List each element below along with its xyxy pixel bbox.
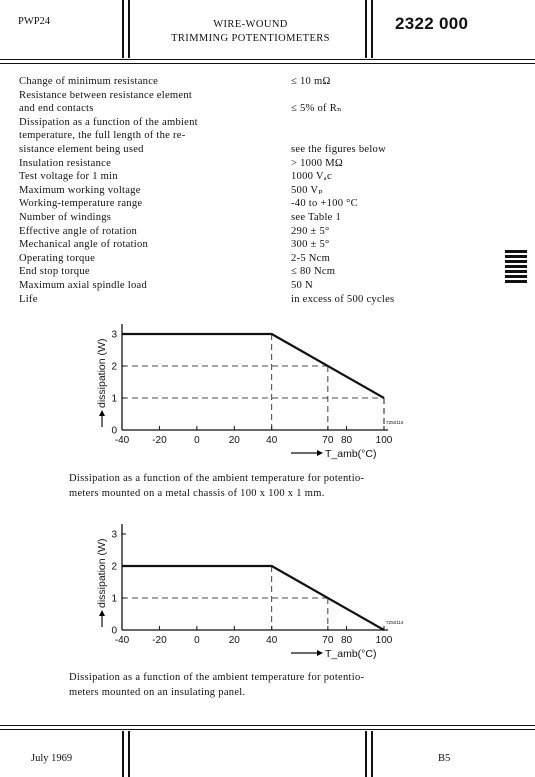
page-footer: [0, 725, 535, 777]
spec-label: Operating torque: [19, 252, 96, 264]
x-tick-label: 80: [341, 635, 353, 646]
spec-label: Resistance between resistance element: [19, 89, 193, 101]
spec-value: ≤ 80 Ncm: [291, 266, 336, 278]
spec-value: 290 ± 5°: [291, 225, 330, 237]
x-tick-label: 100: [375, 435, 393, 446]
spec-row: [19, 129, 489, 143]
spec-label: Mechanical angle of rotation: [19, 239, 149, 251]
header-divider: [365, 0, 367, 58]
spec-value: 1000 Vₐc: [291, 171, 332, 183]
spec-label: Dissipation as a function of the ambient: [19, 116, 198, 128]
spec-row: [19, 184, 489, 198]
footer-divider: [128, 731, 130, 777]
spec-row: [19, 279, 489, 293]
spec-label: temperature, the full length of the re-: [19, 130, 186, 142]
header-rule: [0, 63, 535, 64]
spec-value: > 1000 MΩ: [291, 157, 344, 169]
catalogue-number: 2322 000: [395, 14, 469, 33]
spec-value: 50 N: [291, 279, 313, 291]
spec-label: Insulation resistance: [19, 157, 112, 169]
spec-row: [19, 116, 489, 130]
y-axis-arrowhead: [99, 610, 105, 616]
spec-value: see the figures below: [291, 143, 386, 155]
y-tick-label: 0: [111, 425, 117, 437]
x-tick-label: 40: [266, 435, 278, 446]
document-code: PWP24: [18, 16, 51, 27]
spec-row: [19, 143, 489, 157]
chart-metal-chassis: [95, 322, 435, 472]
drawing-code: 7Z50114: [386, 620, 404, 625]
spec-row: [19, 157, 489, 171]
spec-label: Life: [19, 293, 38, 305]
footer-divider: [365, 731, 367, 777]
spec-value: ≤ 5% of Rₙ: [291, 103, 342, 115]
footer-rule: [0, 729, 535, 730]
document-title: [138, 18, 363, 46]
spec-row: [19, 211, 489, 225]
y-tick-label: 3: [111, 329, 117, 341]
header-divider: [371, 0, 373, 58]
x-tick-label: 0: [194, 435, 200, 446]
spec-value: 2-5 Ncm: [291, 252, 331, 264]
x-tick-label: 20: [228, 635, 240, 646]
spec-row: [19, 197, 489, 211]
spec-row: [19, 170, 489, 184]
x-tick-label: 40: [266, 635, 278, 646]
spec-label: Effective angle of rotation: [19, 225, 138, 237]
x-tick-label: -20: [152, 635, 167, 646]
spec-label: Change of minimum resistance: [19, 76, 159, 87]
dissipation-chart: [95, 322, 435, 472]
y-axis-label: dissipation (W): [96, 538, 108, 608]
dissipation-chart: [95, 522, 435, 672]
spec-label: and end contacts: [19, 103, 94, 115]
header-divider: [122, 0, 124, 58]
x-tick-label: 0: [194, 635, 200, 646]
spec-label: Test voltage for 1 min: [19, 171, 118, 183]
thumb-index-mark: [505, 250, 527, 285]
x-axis-arrowhead: [317, 650, 323, 656]
x-tick-label: -40: [114, 435, 130, 446]
spec-row: [19, 102, 489, 116]
x-tick-label: 100: [375, 635, 393, 646]
specification-table: [19, 75, 489, 306]
spec-value: see Table 1: [291, 211, 342, 223]
spec-label: End stop torque: [19, 266, 90, 278]
spec-value: in excess of 500 cycles: [291, 293, 395, 305]
chart-caption: [69, 671, 489, 700]
spec-label: Maximum working voltage: [19, 184, 141, 196]
title-line: WIRE-WOUND: [213, 19, 288, 30]
y-tick-label: 0: [111, 625, 117, 637]
x-tick-label: 80: [341, 435, 353, 446]
chart-caption: [69, 472, 489, 501]
x-tick-label: 70: [322, 435, 334, 446]
x-axis-label: T_amb(°C): [325, 648, 377, 660]
spec-row: [19, 293, 489, 307]
spec-value: -40 to +100 °C: [291, 198, 358, 210]
y-tick-label: 1: [111, 593, 117, 605]
spec-row: [19, 225, 489, 239]
x-tick-label: 20: [228, 435, 240, 446]
y-axis-arrowhead: [99, 410, 105, 416]
spec-row: [19, 89, 489, 103]
spec-label: Maximum axial spindle load: [19, 279, 148, 291]
x-axis-label: T_amb(°C): [325, 448, 377, 460]
spec-value: ≤ 10 mΩ: [291, 76, 331, 87]
caption-line: Dissipation as a function of the ambient temperature for potentio-: [69, 473, 365, 484]
y-axis-label: dissipation (W): [96, 338, 108, 408]
spec-row: [19, 265, 489, 279]
issue-date: July 1969: [31, 753, 73, 764]
spec-label: Number of windings: [19, 211, 112, 223]
spec-row: [19, 238, 489, 252]
spec-row: [19, 75, 489, 89]
y-tick-label: 1: [111, 393, 117, 405]
y-tick-label: 2: [111, 561, 117, 573]
spec-label: sistance element being used: [19, 143, 144, 155]
spec-row: [19, 252, 489, 266]
caption-line: meters mounted on a metal chassis of 100 x 100 x 1 mm.: [69, 487, 325, 499]
footer-divider: [122, 731, 124, 777]
spec-label: Working-temperature range: [19, 198, 143, 210]
header-rule: [0, 59, 535, 60]
spec-value: 300 ± 5°: [291, 239, 330, 251]
x-tick-label: -20: [152, 435, 167, 446]
page-header: [0, 0, 535, 66]
page-number: B5: [438, 753, 451, 764]
drawing-code: 7Z50115: [386, 420, 404, 425]
footer-rule: [0, 725, 535, 726]
y-tick-label: 2: [111, 361, 117, 373]
y-tick-label: 3: [111, 529, 117, 541]
caption-line: meters mounted on an insulating panel.: [69, 686, 246, 698]
caption-line: Dissipation as a function of the ambient temperature for potentio-: [69, 672, 365, 683]
x-tick-label: -40: [114, 635, 130, 646]
x-axis-arrowhead: [317, 450, 323, 456]
title-line: TRIMMING POTENTIOMETERS: [171, 33, 330, 44]
chart-insulating-panel: [95, 522, 435, 672]
header-divider: [128, 0, 130, 58]
footer-divider: [371, 731, 373, 777]
spec-value: 500 Vₚ: [291, 184, 323, 196]
x-tick-label: 70: [322, 635, 334, 646]
